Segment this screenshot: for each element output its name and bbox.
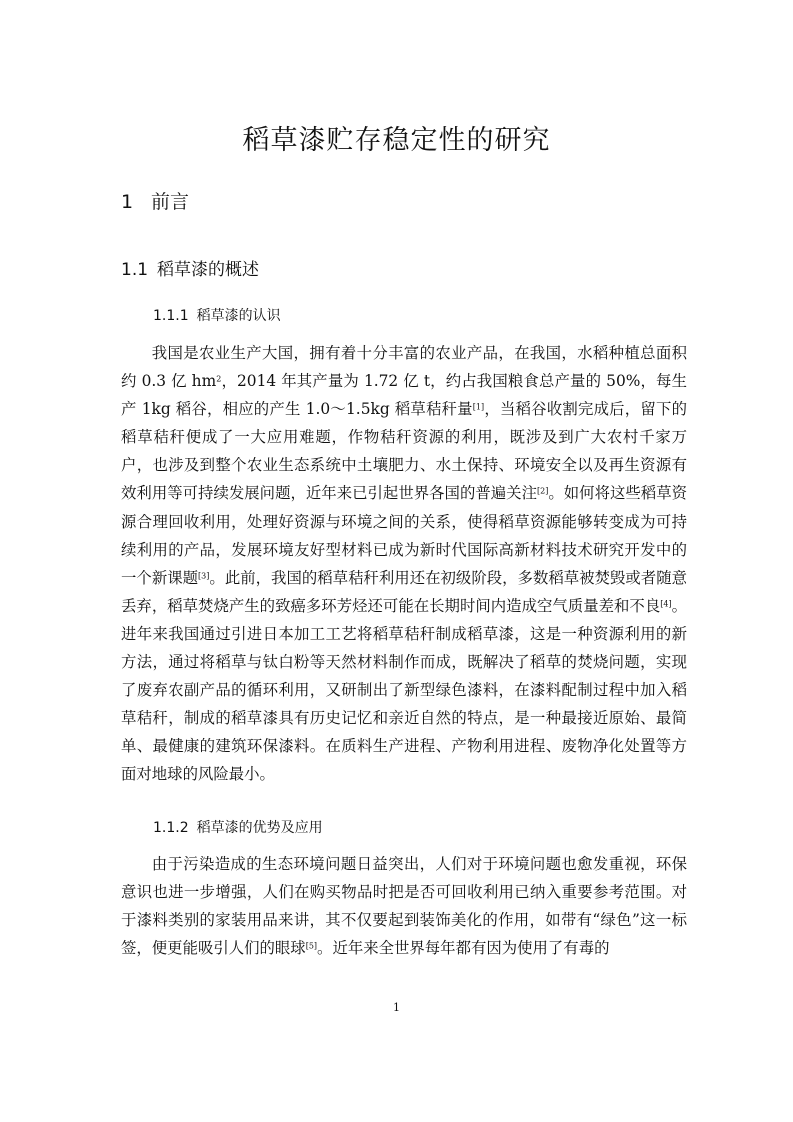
citation: [4] <box>660 599 672 609</box>
citation: [1] <box>472 402 485 412</box>
citation: [3] <box>198 571 210 581</box>
citation: [2] <box>536 487 549 497</box>
superscript: 2 <box>216 374 222 384</box>
section-heading-1-1-1 <box>153 305 281 325</box>
section-heading-1-1-2 <box>153 817 323 837</box>
section-title: 稻草漆的认识 <box>196 308 281 324</box>
section-number: 1.1.2 <box>153 820 189 836</box>
section-number: 1 <box>121 191 134 213</box>
section-title: 前言 <box>151 191 190 213</box>
body-paragraph: 由于污染造成的生态环境问题日益突出，人们对于环境问题也愈发重视，环保意识也进一步增强，人们在购买物品时把是否可回收利用已纳入重要参考范围。对于漆料类别的家装用品来讲，其不仅要起到装饰美化的作用，如带有“绿色”这一标签，便更能吸引人们的眼球[5]。近年来全世界每年都有因为使用了有毒的 <box>121 855 687 958</box>
section-title: 稻草漆的概述 <box>157 260 260 280</box>
body-paragraph: 我国是农业生产大国，拥有着十分丰富的农业产品，在我国，水稻种植总面积约 0.3 亿 $hm^2$，2014 年其产量为 1.72 亿 t，约占我国粮食总产量的 50%，每生产 1kg 稻谷，相应的产生 1.0～1.5kg 稻草秸秆量[1]，当稻谷收割完成后，留下的稻草秸秆便成了一大应用难题，作物秸秆资源的利用，既涉及到广大农村千家万户，也涉及到整个农业生态系统中土壤肥力、水土保持、环境安全以及再生资源有效利用等可持续发展问题，近年来已引起世界各国的普遍关注[2]。如何将这些稻草资源合理回收利用，处理好资源与环境之间的关系，使得稻草资源能够转变成为可持续利用的产品，发展环境友好型材料已成为新时代国际高新材料技术研究开发中的一个新课题[3]。此前，我国的稻草秸秆利用还在初级阶段，多数稻草被焚毁或者随意丢弃，稻草焚烧产生的致癌多环芳烃还可能在长期时间内造成空气质量差和不良[4]。进年来我国通过引进日本加工工艺将稻草秸秆制成稻草漆，这是一种资源利用的新方法，通过将稻草与钛白粉等天然材料制作而成，既解决了稻草的焚烧问题，实现了废弃农副产品的循环利用，又研制出了新型绿色漆料，在漆料配制过程中加入稻草秸秆，制成的稻草漆具有历史记忆和亲近自然的特点，是一种最接近原始、最简单、最健康的建筑环保漆料。在质料生产进程、产物利用进程、废物净化处置等方面对地球的风险最小。 <box>121 344 687 784</box>
section-title: 稻草漆的优势及应用 <box>196 820 323 836</box>
section-number: 1.1.1 <box>153 308 189 324</box>
section-heading-1-1 <box>121 255 259 280</box>
document-title: 稻草漆贮存稳定性的研究 <box>242 125 551 156</box>
page-number: 1 <box>393 1001 400 1014</box>
citation: [5] <box>305 941 318 951</box>
section-heading-1 <box>121 187 189 214</box>
section-number: 1.1 <box>121 260 149 280</box>
